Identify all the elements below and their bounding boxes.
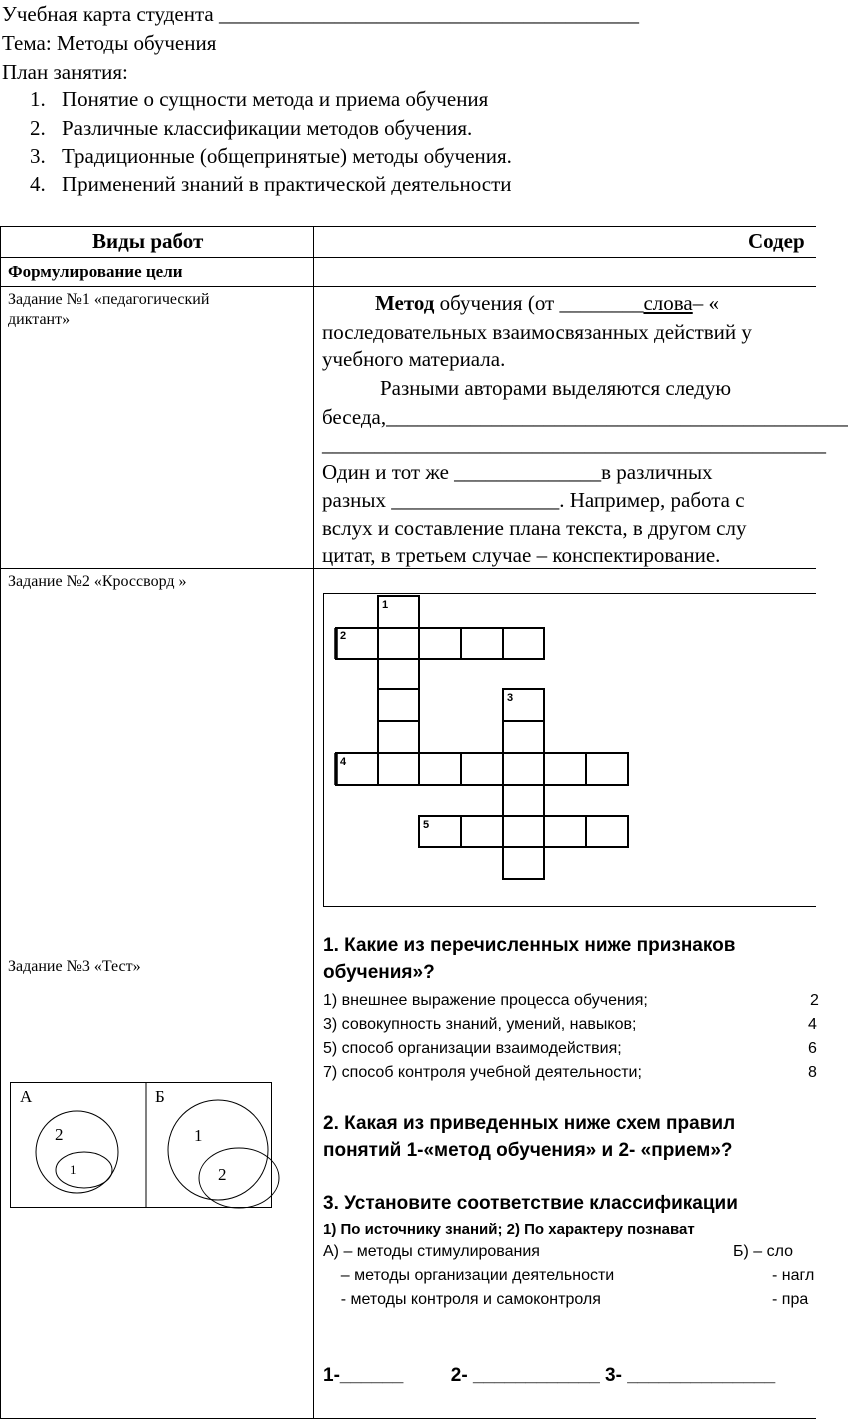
row-divider: [0, 286, 816, 287]
q3-line1: 3. Установите соответствие классификации: [323, 1193, 738, 1214]
table-border-left: [0, 226, 1, 1419]
task1-label-line1: Задание №1 «педагогический: [8, 291, 210, 308]
crossword-cell: [503, 785, 544, 816]
task1-label-line2: диктант»: [8, 311, 71, 328]
crossword-cell: [503, 753, 544, 785]
task1-p1-text-a: обучения (от ________: [434, 291, 644, 315]
q3-row: - методы контроля и самоконтроля: [323, 1291, 601, 1308]
q1-option: 1) внешнее выражение процесса обучения;: [323, 992, 648, 1009]
set-diagrams: [10, 1082, 272, 1208]
row-divider: [0, 257, 816, 258]
crossword-cell: [586, 816, 628, 847]
crossword-cell: [503, 816, 544, 847]
task1-p3-line4: цитат, в третьем случае – конспектирование.: [322, 543, 721, 567]
diagram-a-outer-number: 2: [55, 1125, 64, 1144]
crossword-cell: [419, 628, 461, 659]
row-divider: [0, 568, 816, 569]
q3-row-right: Б) – сло: [733, 1243, 794, 1260]
plan-item: [30, 144, 512, 169]
crossword-cell: [378, 721, 419, 753]
q3-row: А) – методы стимулирования: [323, 1243, 540, 1260]
plan-item: [30, 172, 512, 197]
q1-option: 7) способ контроля учебной деятельности;: [323, 1064, 642, 1081]
q1-option: 5) способ организации взаимодействия;: [323, 1040, 622, 1057]
crossword-cell: [461, 628, 503, 659]
task1-p3-line2: разных ________________. Например, работа с: [322, 488, 745, 512]
q1-option: 3) совокупность знаний, умений, навыков;: [323, 1016, 637, 1033]
task1-p2-line1: Разными авторами выделяются следую: [380, 376, 732, 400]
task1-p2-line2: беседа,____________________________________________: [322, 405, 848, 429]
set-diagrams-svg: [10, 1082, 272, 1208]
crossword-cell: [586, 753, 628, 785]
task1-p3-line1: Один и тот же ______________в различных: [322, 460, 713, 484]
crossword-number: 5: [423, 819, 430, 831]
plan-item-number: 3.: [30, 144, 46, 168]
crossword-number: 2: [340, 630, 347, 642]
goal-row-label: Формулирование цели: [8, 262, 183, 281]
col2-header: Содер: [748, 229, 805, 253]
crossword-grid: [324, 594, 817, 908]
crossword-cell: [503, 628, 544, 659]
plan-item: [30, 116, 472, 141]
col1-header: Виды работ: [92, 229, 204, 253]
crossword-number: 3: [507, 692, 514, 704]
crossword-cell: [544, 816, 586, 847]
crossword-cell: [419, 753, 461, 785]
word-slova: слова: [643, 291, 693, 315]
crossword-cell: [461, 753, 503, 785]
plan-item-text: Понятие о сущности метода и приема обучения: [62, 87, 489, 111]
q1-option-right: 4: [808, 1016, 817, 1033]
diagram-a-inner-number: 1: [70, 1162, 77, 1177]
diagram-a-inner-circle: [56, 1152, 112, 1188]
plan-item-text: Применений знаний в практической деятельности: [62, 172, 512, 196]
diagram-label-b: Б: [155, 1087, 165, 1106]
crossword-cell: [544, 753, 586, 785]
card-title: Учебная карта студента ________________________________________: [2, 2, 639, 26]
crossword-cell: [503, 847, 544, 879]
q2-line2: понятий 1-«метод обучения» и 2- «прием»?: [323, 1140, 733, 1161]
diagram-label-a: А: [20, 1087, 33, 1106]
plan-item-number: 4.: [30, 172, 46, 196]
q1-line2: обучения»?: [323, 962, 435, 983]
crossword-cell: [461, 816, 503, 847]
table-border-bottom: [0, 1418, 816, 1419]
diagram-b-second-number: 2: [218, 1165, 227, 1184]
crossword-cell: [378, 753, 419, 785]
q3-line2: 1) По источнику знаний; 2) По характеру познават: [323, 1221, 695, 1238]
crossword-frame: [323, 593, 816, 907]
answer-line: 1-______ 2- ____________ 3- ______________: [323, 1365, 776, 1386]
column-divider: [313, 226, 314, 1419]
q1-option-right: 6: [808, 1040, 817, 1057]
q1-option-right: 8: [808, 1064, 817, 1081]
crossword-cell: [503, 721, 544, 753]
task1-p1-line2: последовательных взаимосвязанных действий у: [322, 320, 752, 344]
crossword-number: 4: [340, 756, 347, 768]
crossword-cell: [378, 659, 419, 689]
q3-row-right: - нагл: [772, 1267, 815, 1284]
plan-item: [30, 87, 488, 112]
plan-title: План занятия:: [2, 60, 128, 84]
task2-label: Задание №2 «Кроссворд »: [8, 573, 187, 590]
task1-p2-line3: ________________________________________________: [322, 432, 826, 456]
crossword-number: 1: [382, 599, 389, 611]
q3-row: – методы организации деятельности: [323, 1267, 615, 1284]
q3-row-right: - пра: [772, 1291, 809, 1308]
topic: Тема: Методы обучения: [2, 31, 217, 55]
plan-item-text: Традиционные (общепринятые) методы обучения.: [62, 144, 512, 168]
plan-item-text: Различные классификации методов обучения.: [62, 116, 473, 140]
diagram-a-outer-circle: [36, 1111, 118, 1193]
plan-item-number: 2.: [30, 116, 46, 140]
term-method: Метод: [375, 291, 435, 315]
diagram-b-second-circle: [199, 1148, 279, 1208]
task1-p1-line1: [375, 291, 719, 316]
crossword-cell: [378, 689, 419, 721]
task3-label: Задание №3 «Тест»: [8, 958, 141, 975]
q1-option-right: 2: [810, 992, 819, 1009]
q1-line1: 1. Какие из перечисленных ниже признаков: [323, 935, 736, 956]
q2-line1: 2. Какая из приведенных ниже схем правил: [323, 1113, 736, 1134]
crossword-cell: [378, 628, 419, 659]
plan-item-number: 1.: [30, 87, 46, 111]
table-border-top: [0, 226, 816, 227]
diagram-b-first-number: 1: [194, 1126, 203, 1145]
task1-p1-line3: учебного материала.: [322, 347, 506, 371]
task1-p3-line3: вслух и составление плана текста, в другом слу: [322, 516, 747, 540]
task1-p1-text-c: – «: [692, 291, 719, 315]
